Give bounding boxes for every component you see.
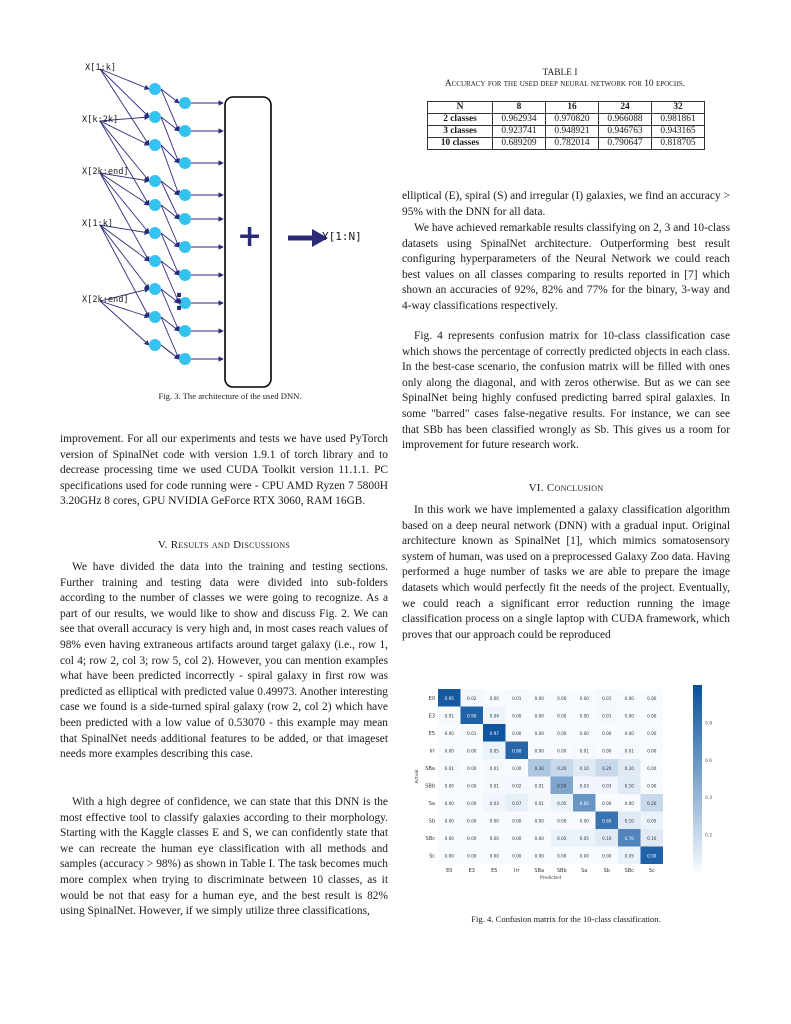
table-cell: 0.782014 xyxy=(546,138,599,150)
right-paragraph-2: We have achieved remarkable results classifying on 2, 3 and 10-class datasets using SpinalNet architecture. Outperforming best result configuring hyperparameters of the Neural Network we could reach best values on all classes comparing to results reported in [7] which shown an accuracies of 92%, 82% and 77% for the binary, 3-way and 4-way classifications respectively. xyxy=(402,222,730,312)
neuron-node xyxy=(179,97,191,109)
heatmap-value: 0.10 xyxy=(647,835,657,841)
neuron-node xyxy=(179,157,191,169)
heatmap-value: 0.00 xyxy=(557,748,567,754)
heatmap-value: 0.00 xyxy=(557,730,567,736)
heatmap-value: 0.00 xyxy=(467,800,477,806)
heatmap-value: 0.03 xyxy=(579,783,589,789)
neuron-node xyxy=(149,83,161,95)
heatmap-value: 0.00 xyxy=(557,818,567,824)
table-cell: 0.689209 xyxy=(493,138,546,150)
heatmap-value: 0.00 xyxy=(444,730,454,736)
heatmap-value: 0.05 xyxy=(489,748,499,754)
neuron-node xyxy=(149,311,161,323)
heatmap-value: 0.01 xyxy=(444,765,454,771)
heatmap-value: 0.05 xyxy=(557,835,567,841)
heatmap-value: 0.00 xyxy=(512,818,522,824)
heatmap-value: 0.00 xyxy=(512,835,522,841)
heatmap-value: 0.60 xyxy=(579,800,589,806)
heatmap-value: 0.01 xyxy=(579,748,589,754)
heatmap-value: 0.01 xyxy=(624,748,634,754)
heatmap-value: 0.04 xyxy=(489,713,499,719)
heatmap-value: 0.00 xyxy=(579,695,589,701)
table-row xyxy=(428,138,705,150)
colorbar-tick-label: 0.8 xyxy=(705,721,713,727)
heatmap-value: 0.50 xyxy=(557,783,567,789)
heatmap-value: 0.01 xyxy=(467,730,477,736)
fig3-edge xyxy=(100,225,149,289)
heatmap-value: 0.03 xyxy=(602,783,612,789)
heatmap-value: 0.05 xyxy=(579,835,589,841)
heatmap-value: 0.05 xyxy=(647,818,657,824)
heatmap-value: 0.00 xyxy=(444,748,454,754)
input-label-1: X[1:k] xyxy=(85,63,117,73)
heatmap-value: 0.01 xyxy=(534,800,544,806)
neuron-node xyxy=(179,189,191,201)
fig3-edge xyxy=(100,173,149,205)
right-paragraph-3: Fig. 4 represents confusion matrix for 10-class classification case which shows the percentage of correctly predicted objects in each class. In the best-case scenario, the confusion matrix will be filled with ones only along the diagonal, and with zeros otherwise. But as we can see SpinalNet being highly confused predicting barred spiral galaxies. In some "barred" cases false-negative results. For instance, we can see that SBb has been classified wrongly as Sb. This gives us a room for improvement for future research work. xyxy=(402,330,730,452)
heatmap-value: 0.95 xyxy=(444,695,454,701)
table1-caption: Accuracy for the used deep neural network for 10 epochs. xyxy=(444,79,686,89)
left-paragraph-3: With a high degree of confidence, we can state that this DNN is the most effective tool to classify galaxies according to their morphology. Starting with the Kaggle classes E and S, we can confidently state that we can recreate the human eye classification with all methods and samples (accuracy > 98%) as shown in Table I. The task becomes much more complex when trying to discriminate between 10 classes, as it would be not that easy for a human eye, and the best result is 82% using SpinalNet. However, if we simply utilize three classifications, xyxy=(60,796,388,918)
table-header-cell: N xyxy=(428,102,493,114)
heatmap-value: 0.20 xyxy=(602,765,612,771)
heatmap-value: 0.01 xyxy=(602,713,612,719)
fig3-nodes xyxy=(149,83,191,365)
fig3-edge xyxy=(100,225,149,261)
heatmap-value: 0.01 xyxy=(602,695,612,701)
table-header-cell: 24 xyxy=(599,102,652,114)
heatmap-value: 0.00 xyxy=(602,748,612,754)
heatmap-value: 0.00 xyxy=(602,800,612,806)
table-header-cell: 8 xyxy=(493,102,546,114)
colorbar-tick-label: 0.6 xyxy=(705,758,713,764)
heatmap-value: 0.00 xyxy=(647,730,657,736)
heatmap-value: 0.00 xyxy=(647,695,657,701)
table-cell: 0.948921 xyxy=(546,126,599,138)
heatmap-value: 0.10 xyxy=(624,818,634,824)
heatmap-value: 0.97 xyxy=(489,730,499,736)
heatmap-value: 0.90 xyxy=(647,853,657,859)
table-cell: 0.981861 xyxy=(652,114,705,126)
neuron-node xyxy=(149,255,161,267)
heatmap-value: 0.00 xyxy=(444,818,454,824)
row-tick-label: SBb xyxy=(425,783,435,790)
heatmap-value: 0.00 xyxy=(534,713,544,719)
table-cell: 10 classes xyxy=(428,138,493,150)
neuron-node xyxy=(149,139,161,151)
table-header-cell: 16 xyxy=(546,102,599,114)
col-tick-label: Sb xyxy=(603,868,610,874)
x-axis-label: Predicted xyxy=(539,876,562,881)
col-tick-label: E5 xyxy=(491,868,498,874)
neuron-node xyxy=(149,111,161,123)
heatmap-value: 0.10 xyxy=(624,783,634,789)
right-paragraph-1: elliptical (E), spiral (S) and irregular (I) galaxies, we find an accuracy > 95% with the DNN for all data. xyxy=(402,190,730,218)
heatmap-value: 0.00 xyxy=(467,835,477,841)
heatmap-value: 0.00 xyxy=(602,730,612,736)
heatmap-value: 0.00 xyxy=(534,748,544,754)
heatmap-value: 0.70 xyxy=(624,835,634,841)
heatmap-value: 0.00 xyxy=(624,730,634,736)
table-row xyxy=(428,126,705,138)
heatmap-value: 0.00 xyxy=(647,748,657,754)
heatmap-value: 0.00 xyxy=(489,853,499,859)
heatmap-value: 0.02 xyxy=(512,783,522,789)
neuron-node xyxy=(149,199,161,211)
table1-title: TABLE I xyxy=(542,68,578,78)
fig3-edges xyxy=(100,69,223,359)
fig3-caption: Fig. 3. The architecture of the used DNN. xyxy=(158,391,302,401)
table-cell: 0.966088 xyxy=(599,114,652,126)
table-cell: 0.818705 xyxy=(652,138,705,150)
neuron-node xyxy=(179,269,191,281)
heatmap-value: 0.00 xyxy=(534,818,544,824)
neuron-node xyxy=(179,241,191,253)
fig3-edge xyxy=(100,301,149,345)
right-paragraph-4: In this work we have implemented a galaxy classification algorithm based on a deep neural network (DNN) with a gradual input. Original architecture known as SpinalNet [1], which mimics somatosensory system of human, was used on a preprocessed Galaxy Zoo data. Having performed a huge number of tasks we are able to prepare the image datasets which would perfectly fit the needs of the project. Eventually, we could reach a significant error reduction running the image classification process on a single laptop with CUDA framework, which proves that our approach could be reproduced xyxy=(402,504,730,641)
heatmap-value: 0.00 xyxy=(534,853,544,859)
heatmap-value: 0.07 xyxy=(512,800,522,806)
heatmap-value: 0.02 xyxy=(467,695,477,701)
heatmap-value: 0.10 xyxy=(579,765,589,771)
heatmap-value: 0.00 xyxy=(489,818,499,824)
fig3-edge xyxy=(161,145,179,163)
row-tick-label: SBc xyxy=(425,835,435,842)
heatmap-value: 0.00 xyxy=(512,853,522,859)
heatmap-value: 0.00 xyxy=(444,853,454,859)
heatmap-value: 0.20 xyxy=(647,800,657,806)
heatmap-value: 0.00 xyxy=(444,800,454,806)
heatmap-value: 0.00 xyxy=(512,713,522,719)
colorbar xyxy=(693,685,702,872)
fig3-edge xyxy=(100,69,149,117)
output-label: Y[1:N] xyxy=(322,230,362,243)
table1 xyxy=(427,101,705,150)
heatmap-value: 0.01 xyxy=(512,695,522,701)
neuron-node xyxy=(149,175,161,187)
table-cell: 0.943165 xyxy=(652,126,705,138)
heatmap-value: 0.00 xyxy=(444,783,454,789)
heatmap-value: 0.30 xyxy=(534,765,544,771)
confusion-matrix xyxy=(412,685,724,895)
col-tick-label: Sc xyxy=(648,868,655,874)
table-cell: 3 classes xyxy=(428,126,493,138)
table-cell: 0.962934 xyxy=(493,114,546,126)
row-tick-label: E3 xyxy=(428,713,435,720)
input-label-4: X[1:k] xyxy=(82,219,114,229)
row-tick-label: E0 xyxy=(428,695,435,702)
heatmap-value: 0.00 xyxy=(444,835,454,841)
y-axis-label: Actual xyxy=(415,769,420,784)
heatmap-value: 0.00 xyxy=(557,853,567,859)
heatmap-value: 0.00 xyxy=(647,765,657,771)
heatmap-value: 0.80 xyxy=(602,818,612,824)
heatmap-value: 0.00 xyxy=(624,713,634,719)
heatmap-value: 0.00 xyxy=(534,835,544,841)
heatmap-value: 0.00 xyxy=(467,765,477,771)
heatmap-value: 0.00 xyxy=(647,783,657,789)
fig4-caption: Fig. 4. Confusion matrix for the 10-class classification. xyxy=(471,914,661,924)
col-tick-label: SBa xyxy=(534,868,545,874)
table-cell: 2 classes xyxy=(428,114,493,126)
row-tick-label: Sc xyxy=(429,853,435,860)
section-vi-heading: VI. Conclusion xyxy=(528,482,604,494)
col-tick-label: E0 xyxy=(446,868,453,874)
neuron-node xyxy=(149,339,161,351)
heatmap-value: 0.00 xyxy=(489,695,499,701)
heatmap-value: 0.90 xyxy=(467,713,477,719)
heatmap-value: 0.10 xyxy=(624,765,634,771)
table-header-row xyxy=(428,102,705,114)
input-label-5: X[2k:end] xyxy=(82,295,129,305)
heatmap-value: 0.00 xyxy=(579,713,589,719)
col-tick-label: Irr xyxy=(514,868,520,874)
heatmap-value: 0.01 xyxy=(489,783,499,789)
row-tick-label: SBa xyxy=(425,765,435,772)
heatmap-value: 0.10 xyxy=(602,835,612,841)
heatmap-value: 0.00 xyxy=(489,835,499,841)
neuron-node xyxy=(179,325,191,337)
heatmap-value: 0.01 xyxy=(489,765,499,771)
section-v-heading: V. Results and Discussions xyxy=(157,539,291,551)
table-cell: 0.790647 xyxy=(599,138,652,150)
heatmap-value: 0.05 xyxy=(624,853,634,859)
colorbar-tick-label: 0.2 xyxy=(705,833,713,839)
heatmap-value: 0.88 xyxy=(512,748,522,754)
neuron-node xyxy=(179,125,191,137)
heatmap-value: 0.00 xyxy=(579,853,589,859)
row-tick-label: Irr xyxy=(429,748,435,755)
left-paragraph-2: We have divided the data into the training and testing sections. Further training and testing data were divided into sub-folders according to the number of classes we were going to recognize. As a part of our results, we would like to show and discuss Fig. 2. We can see that overall accuracy is very high and, in most cases reach values of 98% even having extraneous artifacts around target galaxy (i.e., row 1, col 4; row 2, col 3; row 5, col 2). However, you can mention examples what have been predicted incorrectly - spiral galaxy in first row was predicted as elliptical with predicted value 0.49973. Another interesting case we found is a side-turned spiral galaxy (row 2, col 2) which have been predicted with a low value of 0.53070 - this example may mean that SpinalNet needs additional features to be added, or that imageset needs more examples describing this case. xyxy=(60,561,388,761)
heatmap-value: 0.00 xyxy=(534,695,544,701)
heatmap-value: 0.01 xyxy=(534,783,544,789)
heatmap-value: 0.00 xyxy=(534,730,544,736)
heatmap-value: 0.00 xyxy=(467,853,477,859)
heatmap-value: 0.00 xyxy=(624,800,634,806)
table-cell: 0.970820 xyxy=(546,114,599,126)
heatmap-value: 0.00 xyxy=(579,730,589,736)
neuron-node xyxy=(179,353,191,365)
row-tick-label: Sb xyxy=(428,818,435,825)
fig3-edge xyxy=(161,317,179,359)
heatmap-value: 0.03 xyxy=(489,800,499,806)
row-tick-label: E5 xyxy=(428,730,435,737)
heatmap-value: 0.00 xyxy=(557,695,567,701)
heatmap-value: 0.00 xyxy=(467,748,477,754)
row-tick-label: Sa xyxy=(428,800,435,807)
col-tick-label: Sa xyxy=(581,868,588,874)
plus-sign: + xyxy=(237,219,263,254)
fig3-edge xyxy=(100,173,149,261)
input-label-2: X[k:2k] xyxy=(82,115,119,125)
vertical-ellipsis: ⋮ xyxy=(168,290,190,315)
heatmap-value: 0.05 xyxy=(557,800,567,806)
heatmap-value: 0.00 xyxy=(602,853,612,859)
neuron-node xyxy=(179,213,191,225)
fig3-edge xyxy=(161,233,179,275)
heatmap-value: 0.01 xyxy=(444,713,454,719)
col-tick-label: SBc xyxy=(624,868,634,874)
table-cell: 0.923741 xyxy=(493,126,546,138)
neuron-node xyxy=(149,283,161,295)
heatmap-value: 0.00 xyxy=(557,713,567,719)
heatmap-value: 0.00 xyxy=(512,765,522,771)
col-tick-label: E3 xyxy=(468,868,475,874)
heatmap-value: 0.00 xyxy=(512,730,522,736)
heatmap-value: 0.00 xyxy=(467,783,477,789)
heatmap-value: 0.00 xyxy=(624,695,634,701)
colorbar-tick-label: 0.4 xyxy=(705,796,713,802)
fig3-edge xyxy=(161,205,179,247)
heatmap-value: 0.00 xyxy=(467,818,477,824)
input-label-3: X[2k:end] xyxy=(82,167,129,177)
table-header-cell: 32 xyxy=(652,102,705,114)
col-tick-label: SBb xyxy=(556,868,567,874)
heatmap-value: 0.00 xyxy=(579,818,589,824)
left-paragraph-1: improvement. For all our experiments and tests we have used PyTorch version of SpinalNet code with version 1.9.1 of torch library and to decrease processing time we used CUDA Toolkit version 11.1.1. PC specifications used for code running were - CPU AMD Ryzen 7 5800H 3.20GHz 8 cores, GPU NVIDIA GeForce RTX 3060, RAM 16GB. xyxy=(60,433,388,508)
table-row xyxy=(428,114,705,126)
heatmap-value: 0.20 xyxy=(557,765,567,771)
neuron-node xyxy=(149,227,161,239)
heatmap-value: 0.00 xyxy=(647,713,657,719)
table-cell: 0.946763 xyxy=(599,126,652,138)
